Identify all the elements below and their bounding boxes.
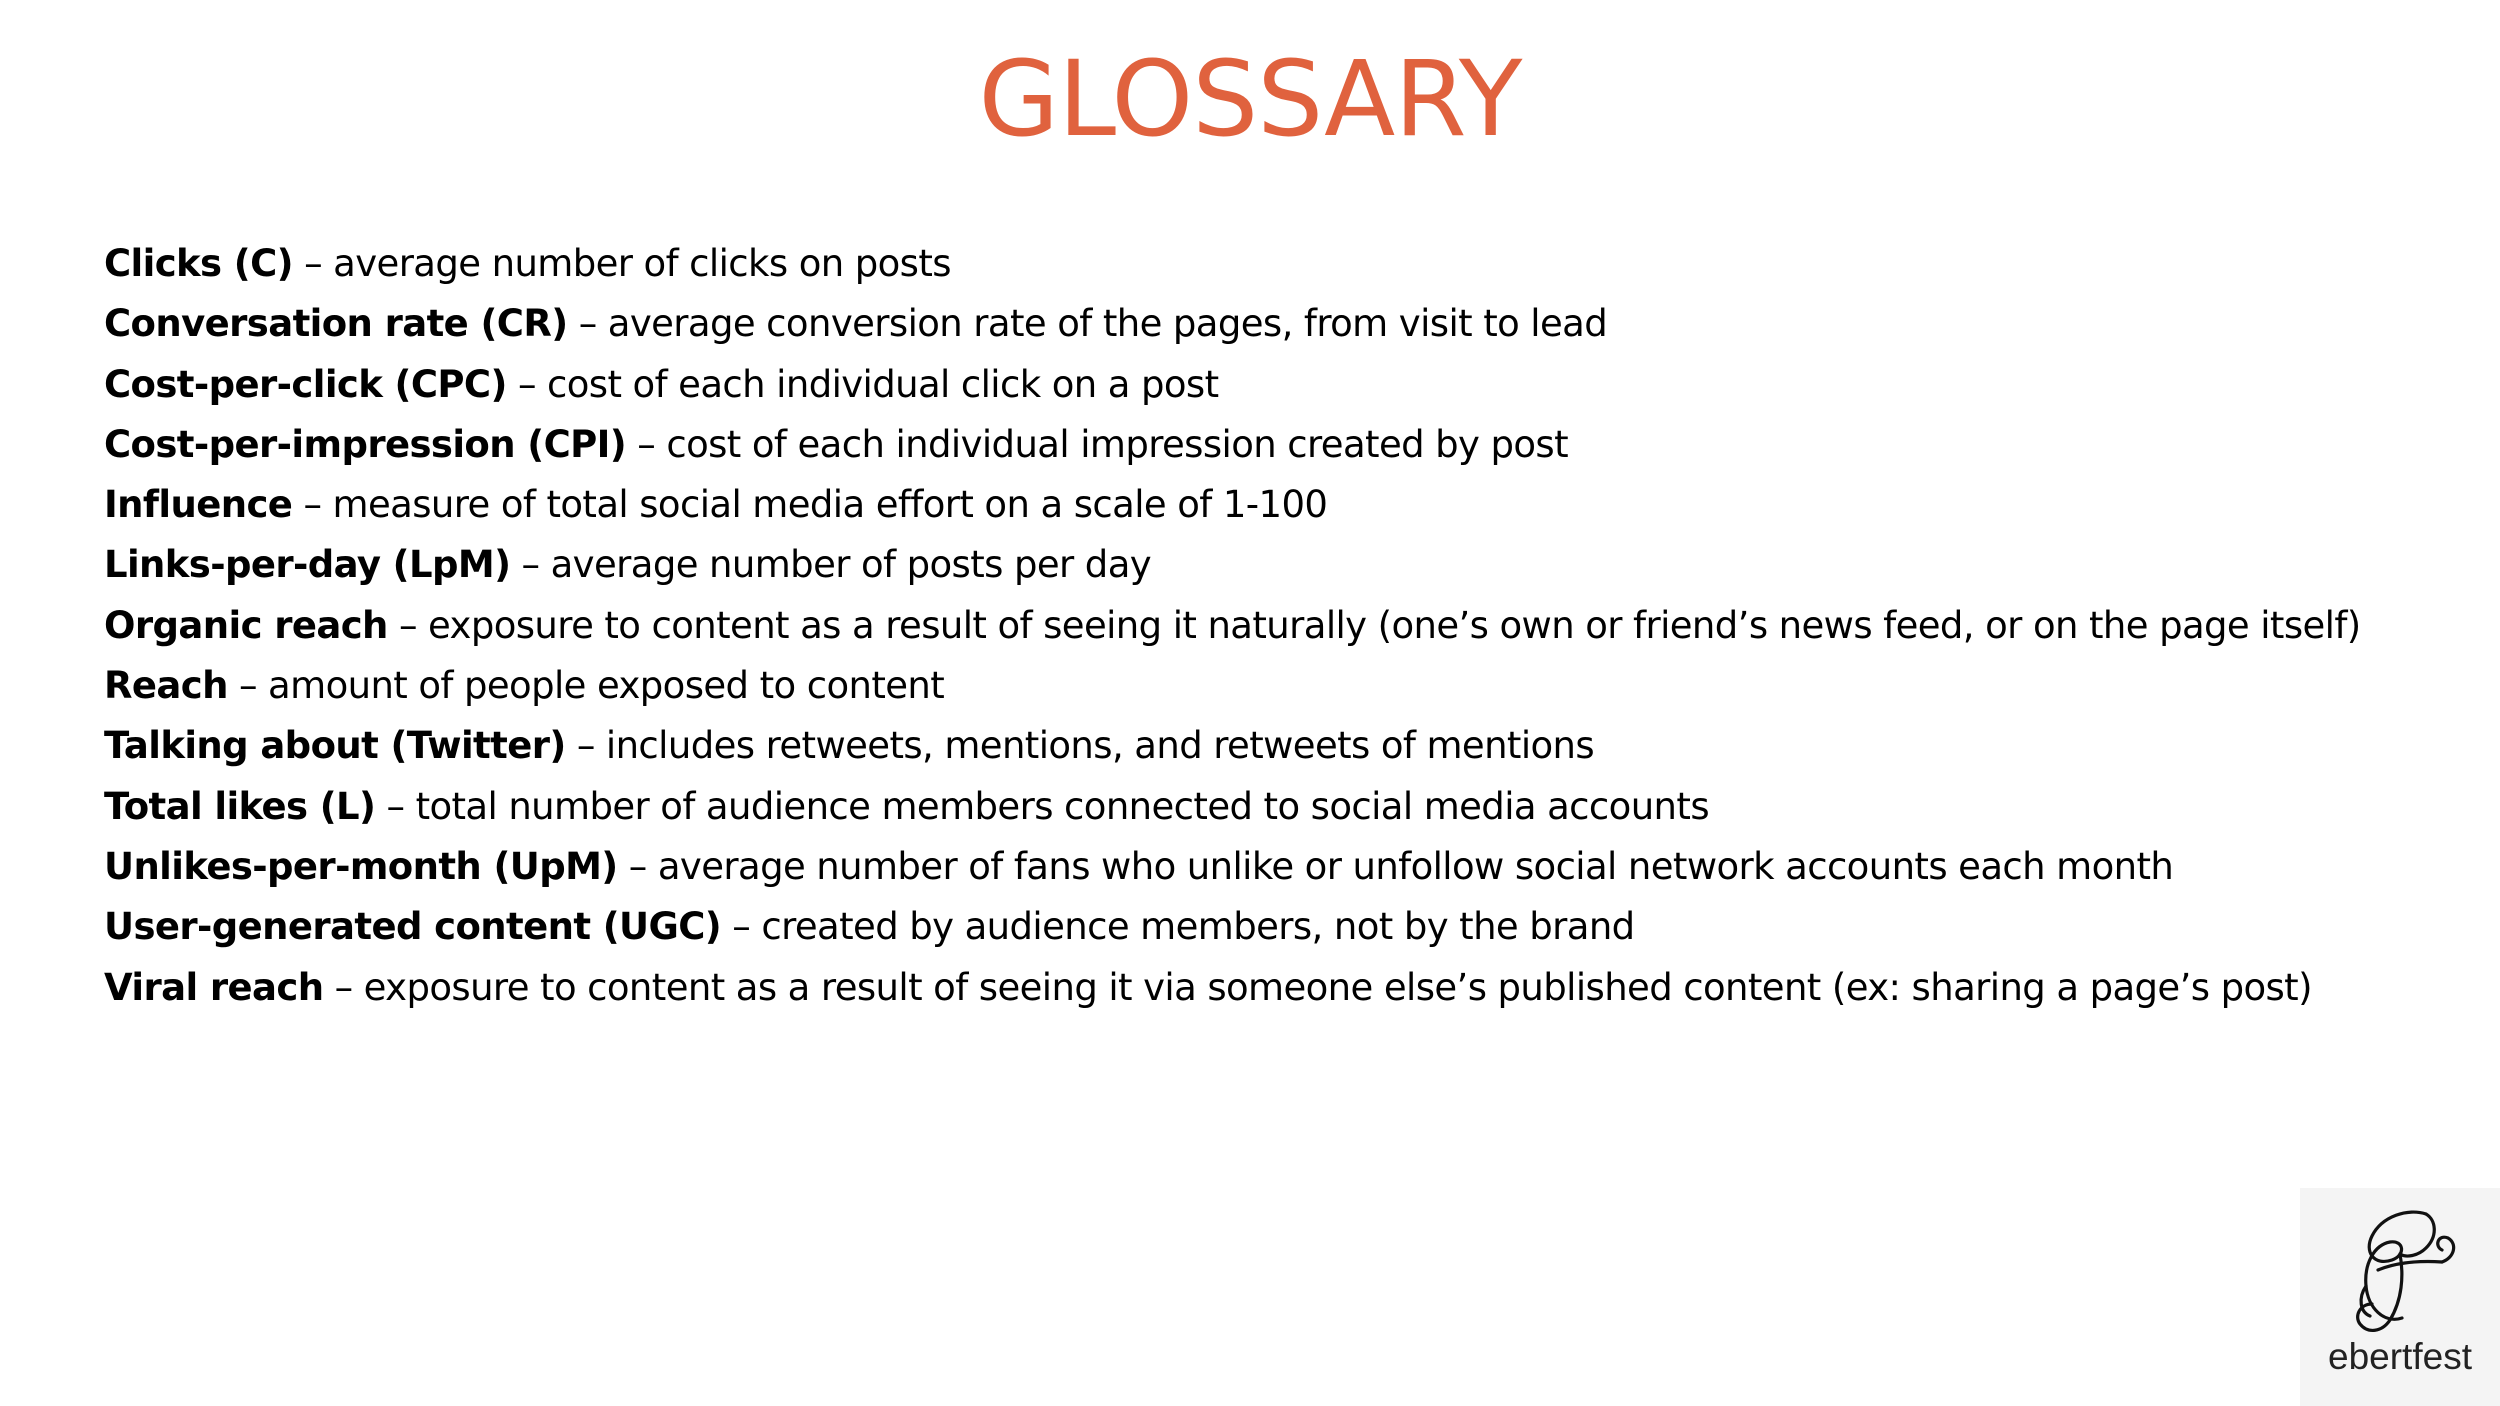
glossary-item-talking-about	[104, 716, 2284, 776]
glossary-term: Conversation rate (CR)	[104, 302, 568, 346]
glossary-definition: – total number of audience members connected to social media accounts	[375, 784, 1709, 828]
glossary-definition: – exposure to content as a result of seeing it via someone else’s published content (ex: sharing a page’s post)	[323, 965, 2312, 1009]
glossary-item-reach	[104, 656, 2284, 716]
glossary-item-links-per-day	[104, 535, 2284, 595]
glossary-definition: – average conversion rate of the pages, from visit to lead	[567, 302, 1608, 346]
glossary-definition: – average number of posts per day	[510, 543, 1152, 587]
glossary-definition: – measure of total social media effort on a scale of 1-100	[292, 483, 1328, 527]
ebertfest-logo	[2300, 1188, 2500, 1406]
glossary-item-total-likes	[104, 777, 2284, 837]
glossary-term: Unlikes-per-month (UpM)	[104, 844, 618, 888]
glossary-term: Cost-per-impression (CPI)	[104, 422, 627, 466]
ebertfest-script-e-f-monogram-icon	[2330, 1200, 2470, 1340]
page-title: GLOSSARY	[978, 38, 1522, 160]
glossary-item-unlikes-per-month	[104, 837, 2284, 897]
glossary-item-viral-reach	[104, 958, 2312, 1018]
glossary-definition: – exposure to content as a result of seeing it naturally (one’s own or friend’s news feed, or on the page itself)	[387, 603, 2361, 647]
glossary-definition: – average number of fans who unlike or unfollow social network accounts each month	[617, 844, 2174, 888]
ebertfest-wordmark: ebertfest	[2328, 1336, 2472, 1377]
glossary-term: Clicks (C)	[104, 242, 293, 285]
glossary-item-cost-per-click	[104, 355, 2284, 415]
glossary-item-influence	[104, 475, 2284, 535]
glossary-definition: – includes retweets, mentions, and retweets of mentions	[565, 724, 1595, 768]
glossary-definition: – average number of clicks on posts	[292, 242, 951, 285]
glossary-term: Organic reach	[104, 603, 388, 647]
glossary-item-cost-per-impression	[104, 415, 2284, 475]
glossary-item-organic-reach	[104, 596, 2361, 656]
glossary-term: User-generated content (UGC)	[104, 905, 722, 949]
glossary-term: Viral reach	[104, 965, 324, 1009]
glossary-list	[104, 234, 2361, 1018]
glossary-definition: – amount of people exposed to content	[227, 664, 945, 708]
glossary-definition: – cost of each individual click on a post	[506, 362, 1219, 406]
glossary-term: Influence	[104, 483, 293, 527]
glossary-item-user-generated-content	[104, 897, 2284, 957]
glossary-item-conversation-rate	[104, 294, 2284, 354]
glossary-term: Total likes (L)	[104, 784, 376, 828]
glossary-definition: – cost of each individual impression created by post	[626, 422, 1569, 466]
glossary-item-clicks	[104, 234, 2284, 294]
glossary-term: Talking about (Twitter)	[104, 724, 566, 768]
glossary-definition: – created by audience members, not by the brand	[721, 905, 1635, 949]
glossary-term: Reach	[104, 664, 228, 708]
glossary-term: Links-per-day (LpM)	[104, 543, 511, 587]
glossary-term: Cost-per-click (CPC)	[104, 362, 507, 406]
